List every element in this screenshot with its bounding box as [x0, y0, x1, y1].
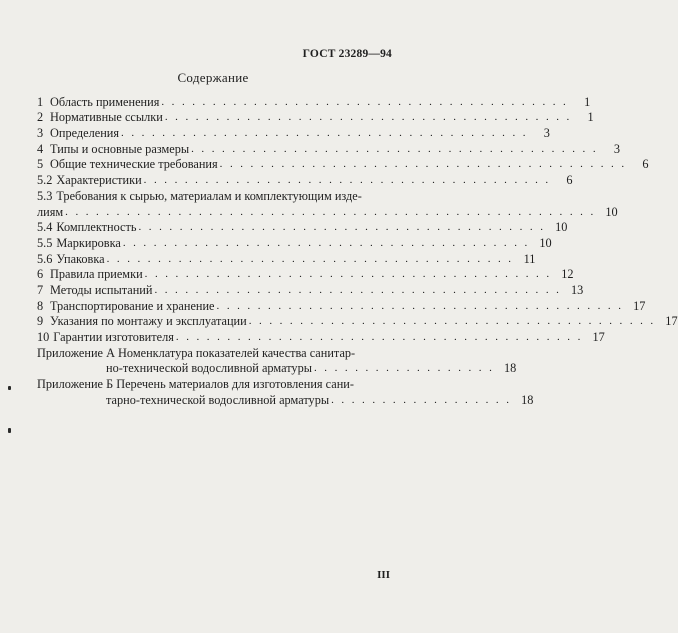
toc-entry-number: 10: [37, 330, 50, 344]
appendix-label-continuation: но-технической водосливной арматуры: [106, 361, 312, 376]
toc-leader-dots: . . . . . . . . . . . . . . . . . . . . . . . . . . . . . . . . . . . . . . . . . . . . . . . . . . . .: [65, 205, 596, 218]
toc-entry-label: Правила приемки: [50, 267, 143, 282]
toc-entry-label: Определения: [50, 126, 120, 141]
toc-leader-dots: . . . . . . . . . . . . . . . . . . . . . . . . . . . . . . . . . . . . . . . .: [161, 95, 569, 108]
toc-entry[interactable]: [37, 298, 646, 314]
toc-entry-page: 10: [605, 204, 618, 219]
toc-entry[interactable]: [37, 235, 552, 251]
toc-entry-page: 3: [543, 126, 550, 141]
toc-entry[interactable]: [37, 188, 399, 204]
toc-entry[interactable]: [37, 157, 649, 173]
toc-entry-page: 12: [561, 267, 574, 282]
toc-entry-number: 2: [37, 110, 44, 125]
appendix-page: 18: [503, 361, 517, 376]
scan-mark: [8, 386, 11, 390]
toc-entry[interactable]: [37, 141, 620, 157]
toc-entry-label: Типы и основные размеры: [50, 141, 190, 156]
toc-entry-label: Упаковка: [56, 251, 105, 266]
toc-entry-continuation[interactable]: [37, 204, 618, 220]
toc-leader-dots: . . . . . . . . . . . . . . . . . . . . . . . . . . . . . . . . . . . . . . . .: [191, 142, 598, 155]
page-number: III: [377, 569, 390, 581]
toc-entry-label: Транспортирование и хранение: [50, 298, 215, 313]
toc-entry-label: Характеристики: [56, 173, 142, 188]
document-code: ГОСТ 23289—94: [302, 48, 392, 60]
toc-leader-dots: . . . . . . . . . . . . . . . . . . . . . . . . . . . . . . . . . . . . . . . .: [175, 331, 583, 343]
toc-entry-number: 7: [37, 282, 44, 297]
toc-entry[interactable]: [37, 125, 550, 141]
toc-entry-label: Общие технические требования: [50, 157, 218, 172]
toc-entry-page: 1: [584, 94, 591, 109]
toc-entry-number: 4: [37, 141, 44, 156]
appendix-label-continuation: тарно-технической водосливной арматуры: [106, 392, 330, 407]
toc-leader-dots: . . . . . . . . . . . . . . . . . . . . . . . . . . . . . . . . . . . . . . . .: [248, 315, 656, 328]
toc-entry-number: 5.4: [37, 220, 53, 235]
appendix-page: 18: [521, 392, 534, 407]
toc-entry-page: 17: [665, 314, 678, 329]
appendix-entry[interactable]: [37, 376, 399, 392]
toc-entry-number: 5: [37, 157, 44, 172]
appendix-entry-continuation[interactable]: [37, 361, 517, 377]
toc-entry-page: 6: [642, 157, 649, 172]
toc-leader-dots: . . . . . . . . . . . . . . . . . . . . . . . . . . . . . . . . . . . . . . . .: [144, 268, 552, 281]
toc-entry-label: Требования к сырью, материалам и комплектующим изде-: [56, 188, 362, 203]
toc-leader-dots: . . . . . . . . . . . . . . . . . .: [331, 393, 512, 406]
toc-entry-label: Гарантии изготовителя: [53, 330, 174, 344]
toc-entry-page: 17: [633, 298, 646, 313]
toc-entry[interactable]: [37, 329, 605, 345]
toc-leader-dots: . . . . . . . . . . . . . . . . . . . . . . . . . . . . . . . . . . . . . . . .: [121, 127, 528, 140]
toc-leader-dots: . . . . . . . . . . . . . . . . . . . . . . . . . . . . . . . . . . . . . . . .: [122, 236, 530, 249]
toc-entry-page: 10: [555, 220, 568, 235]
toc-entry-label: Маркировка: [56, 235, 121, 250]
toc-entry-page: 6: [566, 173, 573, 188]
toc-entry-page: 3: [613, 141, 620, 156]
toc-entry-number: 8: [37, 298, 44, 313]
table-of-contents: [37, 94, 678, 408]
toc-entry-number: 6: [37, 267, 44, 282]
toc-leader-dots: . . . . . . . . . . . . . . . . . . . . . . . . . . . . . . . . . . . . . . . .: [106, 252, 514, 265]
toc-leader-dots: . . . . . . . . . . . . . . . . . . . . . . . . . . . . . . . . . . . . . . . .: [164, 111, 572, 124]
toc-leader-dots: . . . . . . . . . . . . . . . . . .: [314, 362, 495, 375]
toc-entry-number: 3: [37, 126, 44, 141]
toc-entry-label: Методы испытаний: [50, 282, 153, 297]
toc-entry-label: Нормативные ссылки: [50, 110, 163, 125]
toc-entry[interactable]: [37, 220, 568, 236]
toc-entry[interactable]: [37, 282, 584, 298]
toc-entry-label: Область применения: [50, 94, 160, 109]
toc-entry-page: 1: [587, 110, 594, 125]
scan-mark: [8, 428, 11, 433]
toc-entry-label-continuation: лиям: [37, 204, 64, 219]
toc-leader-dots: . . . . . . . . . . . . . . . . . . . . . . . . . . . . . . . . . . . . . . . .: [219, 158, 627, 171]
toc-leader-dots: . . . . . . . . . . . . . . . . . . . . . . . . . . . . . . . . . . . . . . . .: [154, 283, 562, 296]
toc-entry[interactable]: [37, 267, 574, 283]
toc-entry-number: 1: [37, 94, 44, 109]
toc-entry[interactable]: [37, 314, 678, 330]
toc-title: Содержание: [177, 70, 249, 85]
toc-entry-label: Указания по монтажу и эксплуатации: [50, 314, 247, 329]
toc-entry-page: 11: [523, 251, 536, 266]
toc-entry[interactable]: [37, 251, 536, 267]
toc-entry[interactable]: [37, 110, 594, 126]
toc-entry-number: 5.6: [37, 251, 53, 266]
toc-entry-number: 5.3: [37, 188, 53, 203]
toc-entry[interactable]: [37, 172, 573, 188]
toc-entry-page: 13: [571, 282, 584, 297]
toc-entry-number: 5.5: [37, 235, 53, 250]
toc-entry[interactable]: [37, 94, 591, 110]
appendix-label: Приложение А Номенклатура показателей качества санитар-: [37, 345, 356, 360]
appendix-entry[interactable]: [37, 345, 399, 361]
toc-entry-label: Комплектность: [56, 220, 137, 235]
appendix-entry-continuation[interactable]: [37, 392, 534, 408]
toc-entry-number: 9: [37, 314, 44, 329]
toc-entry-page: 10: [539, 235, 552, 250]
appendix-label: Приложение Б Перечень материалов для изготовления сани-: [37, 377, 354, 392]
toc-entry-page: 17: [592, 330, 605, 344]
toc-leader-dots: . . . . . . . . . . . . . . . . . . . . . . . . . . . . . . . . . . . . . . . .: [143, 174, 551, 187]
toc-leader-dots: . . . . . . . . . . . . . . . . . . . . . . . . . . . . . . . . . . . . . . . .: [138, 221, 546, 234]
toc-leader-dots: . . . . . . . . . . . . . . . . . . . . . . . . . . . . . . . . . . . . . . . .: [216, 299, 624, 312]
toc-entry-number: 5.2: [37, 173, 53, 188]
